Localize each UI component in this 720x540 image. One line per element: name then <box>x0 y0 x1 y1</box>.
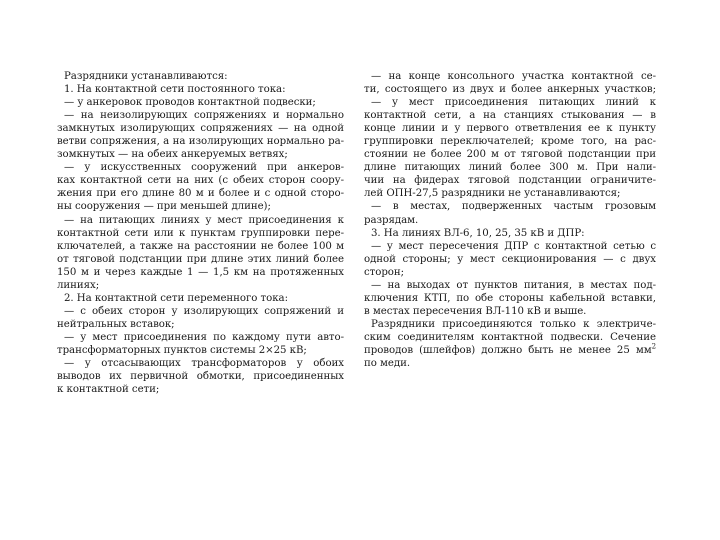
text-line <box>57 96 344 109</box>
text-line <box>57 305 344 318</box>
left-text-column <box>57 70 344 396</box>
text-line-content: ключателей, а также на расстоянии не более 100 м <box>57 240 344 252</box>
text-line <box>57 148 344 161</box>
text-line-content: одной стороны; у мест секционирования — с двух <box>364 253 656 265</box>
text-line-content: стоянии не более 200 м от тяговой подстанции при <box>364 149 656 161</box>
text-line <box>57 383 344 396</box>
text-line-content: замкнутых изолирующих сопряжениях — на одной <box>57 123 344 135</box>
text-line-content: 1. На контактной сети постоянного тока: <box>64 84 286 96</box>
text-line <box>57 318 344 331</box>
text-line <box>57 83 344 96</box>
text-line <box>57 161 344 174</box>
text-line-content: от тяговой подстанции при длине этих линий более <box>57 253 344 265</box>
text-line-content: Разрядники присоединяются только к электриче- <box>371 318 656 330</box>
text-line-content: 2. На контактной сети переменного тока: <box>64 292 288 304</box>
text-line <box>57 357 344 370</box>
text-line-content: ти, состоящего из двух и более анкерных участков; <box>364 84 656 96</box>
text-line-content: контактной сети, а на станциях стыкования — в <box>364 110 656 122</box>
text-line <box>57 187 344 200</box>
text-line <box>57 279 344 292</box>
text-line <box>57 253 344 266</box>
text-line <box>364 318 656 331</box>
text-line <box>364 200 656 213</box>
text-line-content: ках контактной сети на них (с обеих сторон соору- <box>57 175 344 187</box>
text-line-content: — на выходах от пунктов питания, в местах под- <box>371 279 656 291</box>
text-line <box>364 70 656 83</box>
text-line-content: нейтральных вставок; <box>57 318 175 330</box>
text-line-content: длине питающих линий более 300 м. При нали- <box>364 162 656 174</box>
text-line <box>57 135 344 148</box>
text-line <box>57 214 344 227</box>
text-line-content: — у отсасывающих трансформаторов у обоих <box>64 358 344 370</box>
text-line <box>57 227 344 240</box>
text-line <box>364 279 656 292</box>
text-line-content: разрядам. <box>364 214 419 226</box>
text-line <box>57 344 344 357</box>
text-line-content: выводов их первичной обмотки, присоединенных <box>57 371 344 383</box>
text-line-content: ны сооружения — при меньшей длине); <box>57 201 271 213</box>
text-line <box>364 214 656 227</box>
text-line <box>57 122 344 135</box>
text-line <box>57 370 344 383</box>
text-line-content: линиях; <box>57 279 100 291</box>
text-line <box>57 292 344 305</box>
text-line-content: группировки переключателей; кроме того, на рас- <box>364 136 656 148</box>
text-line <box>364 305 656 318</box>
text-line-content: сторон; <box>364 266 405 278</box>
text-line-content: ключения КТП, по обе стороны кабельной вставки, <box>364 292 656 304</box>
text-line <box>364 109 656 122</box>
text-line <box>364 344 656 357</box>
text-line <box>364 174 656 187</box>
text-line <box>364 135 656 148</box>
text-line-content: — у анкеровок проводов контактной подвески; <box>64 97 316 109</box>
text-line <box>364 292 656 305</box>
text-line <box>364 187 656 200</box>
text-line-content: ским соединителям контактной подвески. Сечение <box>364 331 656 343</box>
text-line-content: — у мест присоединения питающих линий к <box>371 97 656 109</box>
text-line-content: — у искусственных сооружений при анкеров- <box>64 162 344 174</box>
text-line-content: 150 м и через каждые 1 — 1,5 км на протяженных <box>57 266 344 278</box>
text-line <box>364 240 656 253</box>
text-line <box>364 357 656 370</box>
text-line-content: конце линии и у первого ответвления ее к пункту <box>364 123 656 135</box>
superscript: 2 <box>651 342 656 351</box>
text-line <box>364 253 656 266</box>
text-line <box>57 174 344 187</box>
text-line <box>57 200 344 213</box>
text-line-content: 3. На линиях ВЛ-6, 10, 25, 35 кВ и ДПР: <box>371 227 585 239</box>
text-line-content: — у мест присоединения по каждому пути авто- <box>64 331 344 343</box>
text-line-content: — на неизолирующих сопряжениях и нормально <box>64 110 344 122</box>
right-text-column <box>364 70 656 370</box>
text-line-content: жения при его длине 80 м и более и с одной сторо- <box>57 188 344 200</box>
text-line <box>57 266 344 279</box>
text-line-content: — у мест пересечения ДПР с контактной сетью с <box>371 240 656 252</box>
text-line <box>57 331 344 344</box>
text-line-content: трансформаторных пунктов системы 2×25 кВ; <box>57 344 307 356</box>
text-line-content: Разрядники устанавливаются: <box>64 71 228 82</box>
text-line-content: — на питающих линиях у мест присоединения к <box>64 214 344 226</box>
text-line-content: ветви сопряжения, а на изолирующих нормально ра- <box>57 136 344 148</box>
text-line-content: чии на фидерах тяговой подстанции ограничите- <box>364 175 656 187</box>
text-line-content: — на конце консольного участка контактной се- <box>371 71 656 82</box>
text-line-content: — с обеих сторон у изолирующих сопряжений и <box>64 305 344 317</box>
text-line-content: к контактной сети; <box>57 384 160 396</box>
text-line <box>57 70 344 83</box>
text-line <box>364 331 656 344</box>
text-line-content: лей ОПН-27,5 разрядники не устанавливаются; <box>364 188 621 200</box>
text-line-content: по меди. <box>364 358 411 370</box>
text-line-content: проводов (шлейфов) должно быть не менее 25 мм <box>364 344 652 356</box>
text-line <box>364 161 656 174</box>
text-line-content: зомкнутых — на обеих анкеруемых ветвях; <box>57 149 288 161</box>
text-line <box>364 227 656 240</box>
text-line <box>364 96 656 109</box>
text-line <box>364 122 656 135</box>
text-line <box>364 148 656 161</box>
text-line <box>364 266 656 279</box>
text-line <box>364 83 656 96</box>
text-line <box>57 240 344 253</box>
text-line-content: контактной сети или к пунктам группировки пере- <box>57 227 344 239</box>
text-line-content: — в местах, подверженных частым грозовым <box>371 201 656 213</box>
text-line-content: в местах пересечения ВЛ-110 кВ и выше. <box>364 305 587 317</box>
text-line <box>57 109 344 122</box>
